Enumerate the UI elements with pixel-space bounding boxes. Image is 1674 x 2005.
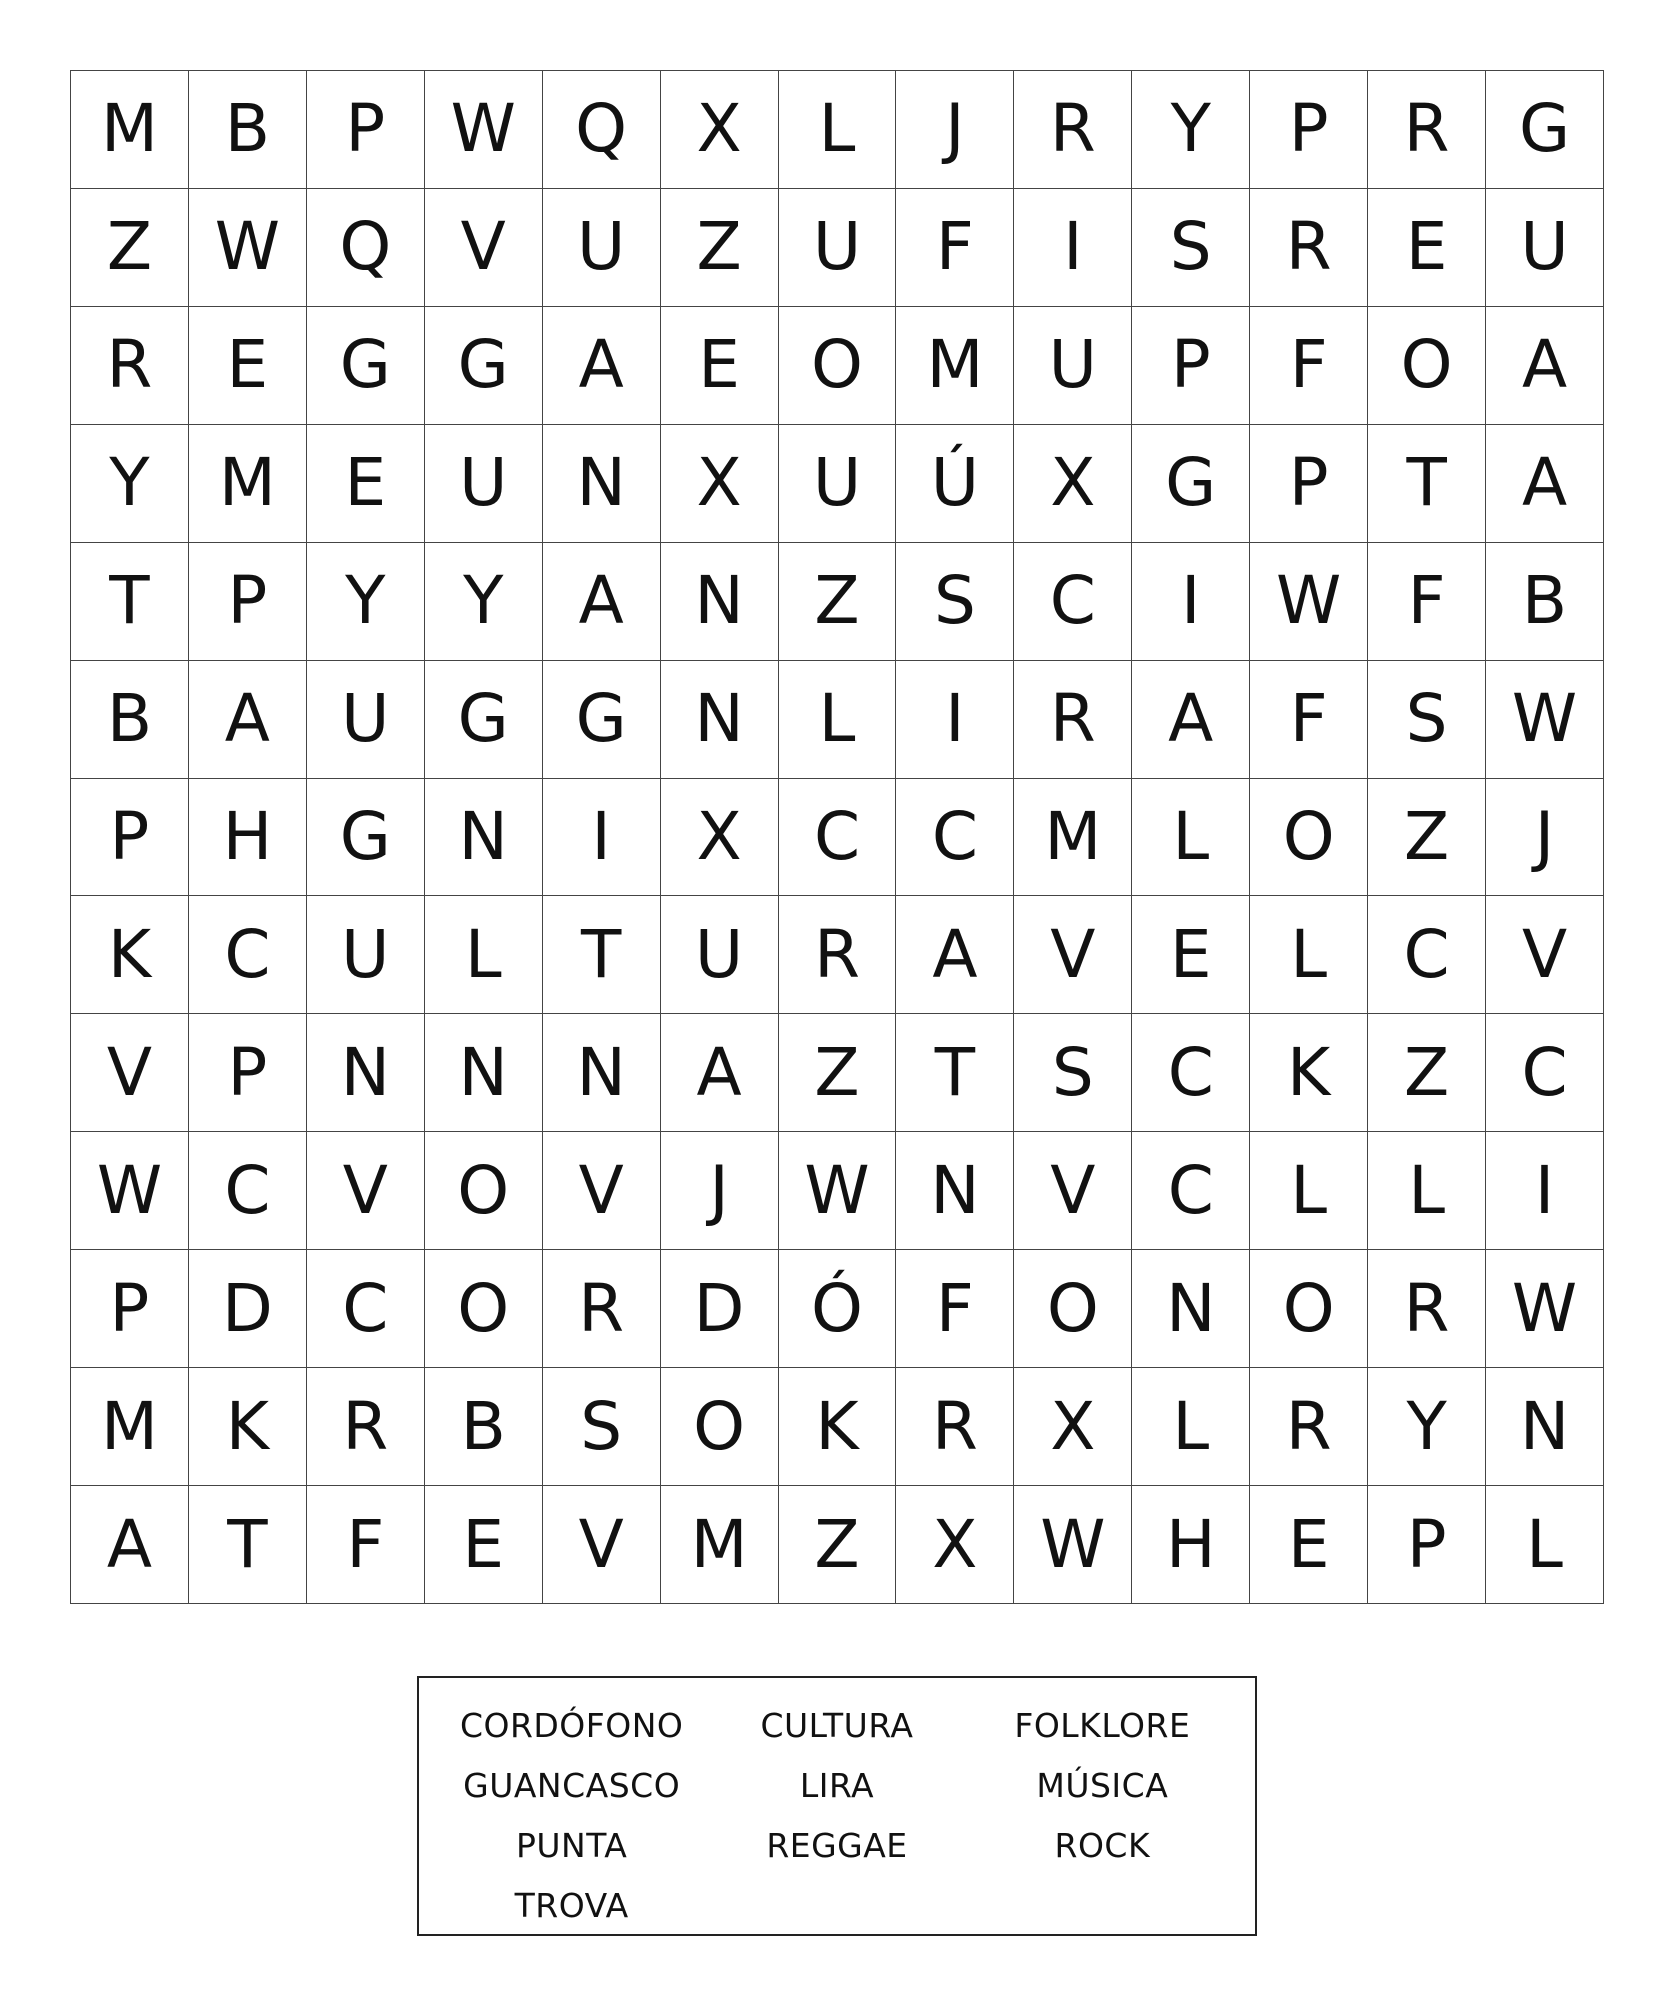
grid-cell[interactable]: Ó [779, 1250, 897, 1368]
grid-cell[interactable]: X [1014, 425, 1132, 543]
grid-cell[interactable]: C [1132, 1132, 1250, 1250]
grid-cell[interactable]: C [189, 1132, 307, 1250]
grid-cell[interactable]: Y [1368, 1368, 1486, 1486]
grid-cell[interactable]: I [1014, 189, 1132, 307]
grid-cell[interactable]: R [1014, 661, 1132, 779]
grid-cell[interactable]: T [71, 543, 189, 661]
grid-cell[interactable]: S [1014, 1014, 1132, 1132]
grid-cell[interactable]: M [661, 1486, 779, 1604]
grid-cell[interactable]: O [779, 307, 897, 425]
grid-cell[interactable]: O [425, 1250, 543, 1368]
grid-cell[interactable]: N [1132, 1250, 1250, 1368]
grid-cell[interactable]: M [189, 425, 307, 543]
grid-cell[interactable]: R [71, 307, 189, 425]
grid-cell[interactable]: Z [1368, 779, 1486, 897]
grid-cell[interactable]: N [896, 1132, 1014, 1250]
grid-cell[interactable]: Z [779, 543, 897, 661]
grid-cell[interactable]: N [661, 543, 779, 661]
grid-cell[interactable]: Z [779, 1486, 897, 1604]
word-list-item: LIRA [799, 1766, 875, 1805]
grid-cell[interactable]: N [307, 1014, 425, 1132]
word-list-item: TROVA [514, 1886, 629, 1925]
grid-cell[interactable]: D [661, 1250, 779, 1368]
grid-cell[interactable]: K [1250, 1014, 1368, 1132]
word-list-item: REGGAE [766, 1826, 908, 1865]
grid-cell[interactable]: L [779, 661, 897, 779]
grid-cell[interactable]: Q [543, 71, 661, 189]
grid-cell[interactable]: N [661, 661, 779, 779]
grid-cell[interactable]: O [1014, 1250, 1132, 1368]
grid-cell[interactable]: R [1250, 189, 1368, 307]
grid-cell[interactable]: O [1368, 307, 1486, 425]
grid-cell[interactable]: M [1014, 779, 1132, 897]
grid-cell[interactable]: J [1486, 779, 1604, 897]
grid-cell[interactable]: T [896, 1014, 1014, 1132]
grid-cell[interactable]: V [425, 189, 543, 307]
grid-cell[interactable]: B [425, 1368, 543, 1486]
grid-cell[interactable]: S [543, 1368, 661, 1486]
grid-cell[interactable]: Z [779, 1014, 897, 1132]
grid-cell[interactable]: U [307, 896, 425, 1014]
grid-cell[interactable]: Ú [896, 425, 1014, 543]
grid-cell[interactable]: G [425, 307, 543, 425]
grid-cell[interactable]: U [779, 189, 897, 307]
grid-cell[interactable]: E [189, 307, 307, 425]
grid-cell[interactable]: P [71, 779, 189, 897]
grid-cell[interactable]: Z [71, 189, 189, 307]
word-list-item: ROCK [1054, 1826, 1151, 1865]
grid-cell[interactable]: V [1014, 896, 1132, 1014]
grid-cell[interactable]: S [896, 543, 1014, 661]
grid-cell[interactable]: M [71, 1368, 189, 1486]
word-list [417, 1676, 1257, 1936]
grid-cell[interactable]: C [189, 896, 307, 1014]
grid-cell[interactable]: F [307, 1486, 425, 1604]
grid-cell[interactable]: R [1250, 1368, 1368, 1486]
grid-cell[interactable]: P [1250, 71, 1368, 189]
grid-cell[interactable]: A [1486, 307, 1604, 425]
grid-cell[interactable]: Y [307, 543, 425, 661]
grid-cell[interactable]: S [1368, 661, 1486, 779]
grid-cell[interactable]: P [1368, 1486, 1486, 1604]
grid-cell[interactable]: D [189, 1250, 307, 1368]
grid-cell[interactable]: K [71, 896, 189, 1014]
word-list-item: FOLKLORE [1014, 1706, 1191, 1745]
word-list-item: MÚSICA [1036, 1766, 1169, 1805]
grid-cell[interactable]: G [425, 661, 543, 779]
grid-cell[interactable]: E [307, 425, 425, 543]
grid-cell[interactable]: B [71, 661, 189, 779]
grid-cell[interactable]: U [1486, 189, 1604, 307]
grid-cell[interactable]: P [189, 1014, 307, 1132]
grid-cell[interactable]: A [896, 896, 1014, 1014]
grid-cell[interactable]: U [661, 896, 779, 1014]
grid-cell[interactable]: G [543, 661, 661, 779]
grid-cell[interactable]: W [779, 1132, 897, 1250]
grid-cell[interactable]: X [661, 779, 779, 897]
grid-cell[interactable]: R [307, 1368, 425, 1486]
grid-cell[interactable]: V [1014, 1132, 1132, 1250]
grid-cell[interactable]: R [1368, 1250, 1486, 1368]
grid-cell[interactable]: N [425, 779, 543, 897]
grid-cell[interactable]: V [543, 1486, 661, 1604]
grid-cell[interactable]: N [425, 1014, 543, 1132]
grid-cell[interactable]: I [1132, 543, 1250, 661]
grid-cell[interactable]: P [1250, 425, 1368, 543]
grid-cell[interactable]: R [779, 896, 897, 1014]
grid-cell[interactable]: W [1486, 1250, 1604, 1368]
grid-cell[interactable]: A [543, 307, 661, 425]
grid-cell[interactable]: I [543, 779, 661, 897]
grid-cell[interactable]: F [896, 1250, 1014, 1368]
grid-cell[interactable]: H [1132, 1486, 1250, 1604]
grid-cell[interactable]: B [1486, 543, 1604, 661]
grid-cell[interactable]: L [1250, 1132, 1368, 1250]
grid-cell[interactable]: M [71, 71, 189, 189]
grid-cell[interactable]: P [307, 71, 425, 189]
grid-cell[interactable]: W [1014, 1486, 1132, 1604]
grid-cell[interactable]: L [1486, 1486, 1604, 1604]
grid-cell[interactable]: L [1132, 1368, 1250, 1486]
word-list-item: PUNTA [515, 1826, 628, 1865]
grid-cell[interactable]: W [1250, 543, 1368, 661]
grid-cell[interactable]: F [1368, 543, 1486, 661]
grid-cell[interactable]: X [661, 425, 779, 543]
grid-cell[interactable]: G [307, 307, 425, 425]
grid-cell[interactable]: W [189, 189, 307, 307]
grid-cell[interactable]: N [543, 1014, 661, 1132]
grid-cell[interactable]: L [1132, 779, 1250, 897]
grid-cell[interactable]: O [425, 1132, 543, 1250]
grid-cell[interactable]: I [896, 661, 1014, 779]
grid-cell[interactable]: A [1132, 661, 1250, 779]
grid-cell[interactable]: R [1368, 71, 1486, 189]
grid-cell[interactable]: E [425, 1486, 543, 1604]
grid-cell[interactable]: A [543, 543, 661, 661]
grid-cell[interactable]: A [71, 1486, 189, 1604]
grid-cell[interactable]: Y [1132, 71, 1250, 189]
grid-cell[interactable]: Q [307, 189, 425, 307]
grid-cell[interactable]: E [661, 307, 779, 425]
grid-cell[interactable]: L [779, 71, 897, 189]
grid-cell[interactable]: C [896, 779, 1014, 897]
grid-cell[interactable]: V [543, 1132, 661, 1250]
grid-cell[interactable]: U [1014, 307, 1132, 425]
grid-cell[interactable]: O [1250, 779, 1368, 897]
grid-cell[interactable]: U [307, 661, 425, 779]
grid-cell[interactable]: V [307, 1132, 425, 1250]
grid-cell[interactable]: C [779, 779, 897, 897]
grid-cell[interactable]: X [661, 71, 779, 189]
grid-cell[interactable]: U [425, 425, 543, 543]
grid-cell[interactable]: A [1486, 425, 1604, 543]
grid-cell[interactable]: S [1132, 189, 1250, 307]
grid-cell[interactable]: T [543, 896, 661, 1014]
grid-cell[interactable]: Z [1368, 1014, 1486, 1132]
grid-cell[interactable]: P [1132, 307, 1250, 425]
grid-cell[interactable]: Y [71, 425, 189, 543]
grid-cell[interactable]: A [189, 661, 307, 779]
grid-cell[interactable]: K [189, 1368, 307, 1486]
grid-cell[interactable]: J [896, 71, 1014, 189]
grid-cell[interactable]: W [425, 71, 543, 189]
grid-cell[interactable]: H [189, 779, 307, 897]
grid-cell[interactable]: F [896, 189, 1014, 307]
grid-cell[interactable]: X [896, 1486, 1014, 1604]
grid-cell[interactable]: Z [661, 189, 779, 307]
grid-cell[interactable]: O [661, 1368, 779, 1486]
grid-cell[interactable]: C [1014, 543, 1132, 661]
grid-cell[interactable]: G [307, 779, 425, 897]
grid-cell[interactable]: C [307, 1250, 425, 1368]
grid-cell[interactable]: F [1250, 307, 1368, 425]
grid-cell[interactable]: T [1368, 425, 1486, 543]
letter-grid [70, 70, 1604, 1604]
grid-cell[interactable]: E [1368, 189, 1486, 307]
grid-cell[interactable]: R [896, 1368, 1014, 1486]
grid-cell[interactable]: U [543, 189, 661, 307]
grid-cell[interactable]: T [189, 1486, 307, 1604]
grid-cell[interactable]: K [779, 1368, 897, 1486]
grid-cell[interactable]: N [1486, 1368, 1604, 1486]
grid-cell[interactable]: J [661, 1132, 779, 1250]
grid-cell[interactable]: C [1132, 1014, 1250, 1132]
word-list-item: GUANCASCO [463, 1766, 681, 1805]
grid-cell[interactable]: N [543, 425, 661, 543]
grid-cell[interactable]: F [1250, 661, 1368, 779]
grid-cell[interactable]: A [661, 1014, 779, 1132]
grid-cell[interactable]: V [1486, 896, 1604, 1014]
grid-cell[interactable]: W [1486, 661, 1604, 779]
grid-cell[interactable]: U [779, 425, 897, 543]
grid-cell[interactable]: R [543, 1250, 661, 1368]
grid-cell[interactable]: B [189, 71, 307, 189]
grid-cell[interactable]: E [1250, 1486, 1368, 1604]
grid-cell[interactable]: O [1250, 1250, 1368, 1368]
grid-cell[interactable]: L [1250, 896, 1368, 1014]
grid-cell[interactable]: L [425, 896, 543, 1014]
grid-cell[interactable]: E [1132, 896, 1250, 1014]
grid-cell[interactable]: P [71, 1250, 189, 1368]
grid-cell[interactable]: R [1014, 71, 1132, 189]
grid-cell[interactable]: G [1132, 425, 1250, 543]
grid-cell[interactable]: X [1014, 1368, 1132, 1486]
grid-cell[interactable]: L [1368, 1132, 1486, 1250]
grid-cell[interactable]: C [1486, 1014, 1604, 1132]
grid-cell[interactable]: M [896, 307, 1014, 425]
grid-cell[interactable]: V [71, 1014, 189, 1132]
grid-cell[interactable]: P [189, 543, 307, 661]
grid-cell[interactable]: G [1486, 71, 1604, 189]
grid-cell[interactable]: Y [425, 543, 543, 661]
word-list-item: CULTURA [760, 1706, 914, 1745]
grid-cell[interactable]: C [1368, 896, 1486, 1014]
grid-cell[interactable]: I [1486, 1132, 1604, 1250]
grid-cell[interactable]: W [71, 1132, 189, 1250]
word-list-item: CORDÓFONO [459, 1706, 684, 1745]
